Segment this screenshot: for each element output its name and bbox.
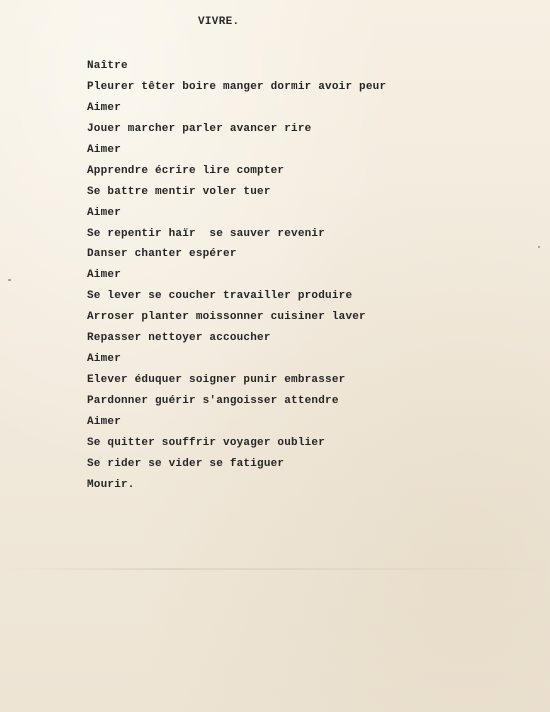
poem-line: Se quitter souffrir voyager oublier bbox=[87, 436, 326, 449]
poem-line: Repasser nettoyer accoucher bbox=[87, 332, 271, 345]
poem-line: Aimer bbox=[87, 206, 122, 219]
poem-line: Aimer bbox=[87, 101, 122, 114]
poem-line: Pleurer têter boire manger dormir avoir peur bbox=[87, 80, 387, 93]
poem-line: Se battre mentir voler tuer bbox=[87, 185, 271, 198]
paper-fold-crease bbox=[0, 568, 550, 570]
poem-line: Aimer bbox=[87, 415, 122, 428]
paper-speck bbox=[538, 246, 540, 248]
poem-line: Se lever se coucher travailler produire bbox=[87, 290, 353, 303]
poem-line: Aimer bbox=[87, 143, 122, 156]
poem-line: Se rider se vider se fatiguer bbox=[87, 457, 285, 470]
poem-line: Danser chanter espérer bbox=[87, 248, 237, 261]
poem-title: VIVRE. bbox=[198, 16, 240, 28]
poem-line: Aimer bbox=[87, 353, 122, 366]
poem-line: Se repentir haïr se sauver revenir bbox=[87, 227, 326, 240]
poem-body bbox=[87, 58, 386, 498]
poem-line: Mourir. bbox=[87, 478, 135, 491]
poem-line: Aimer bbox=[87, 269, 122, 282]
poem-line: Naître bbox=[87, 60, 128, 72]
poem-line: Apprendre écrire lire compter bbox=[87, 164, 285, 177]
poem-line: Elever éduquer soigner punir embrasser bbox=[87, 374, 346, 387]
poem-line: Arroser planter moissonner cuisiner laver bbox=[87, 311, 366, 324]
poem-line: Jouer marcher parler avancer rire bbox=[87, 122, 312, 135]
paper-speck bbox=[8, 279, 11, 281]
poem-line: Pardonner guérir s'angoisser attendre bbox=[87, 395, 339, 407]
